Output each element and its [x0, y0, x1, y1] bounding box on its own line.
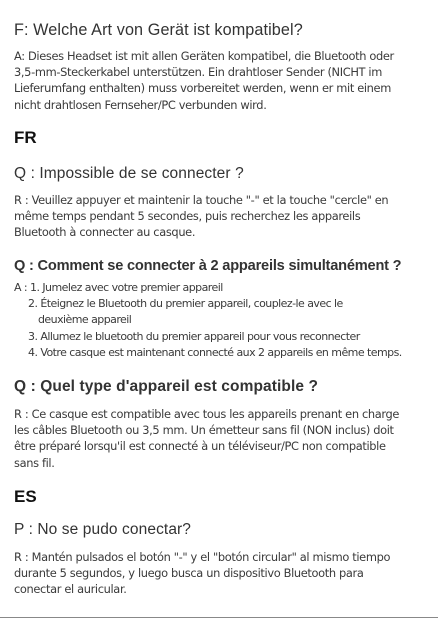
answer-line: Lieferumfang enthalten) muss vorbereitet werden, wenn er mit einem: [14, 81, 391, 96]
answer-line: 4. Votre casque est maintenant connecté aux 2 appareils en même temps.: [28, 345, 402, 359]
es-question-1: P : No se pudo conectar?: [14, 521, 192, 538]
fr-answer-1: [14, 192, 428, 241]
answer-line: 3. Allumez le bluetooth du premier appareil pour vous reconnecter: [28, 329, 360, 343]
de-question: F: Welche Art von Gerät ist kompatibel?: [14, 21, 303, 39]
answer-line: R : Veuillez appuyer et maintenir la touche "-" et la touche "cercle" en: [14, 193, 389, 207]
fr-answer-2: [14, 280, 428, 361]
answer-line: Bluetooth à connecter au casque.: [14, 225, 196, 240]
answer-line: R : Mantén pulsados el botón "-" y el "botón circular" al mismo tiempo: [14, 550, 391, 564]
answer-line: être préparé lorsqu'il est connecté à un téléviseur/PC non compatible: [14, 439, 386, 454]
es-answer-1: [14, 549, 428, 598]
answer-line: conectar el auricular.: [14, 582, 127, 597]
answer-line: les câbles Bluetooth ou 3,5 mm. Un émetteur sans fil (NON inclus) doit: [14, 423, 394, 438]
fr-question-3: Q : Quel type d'appareil est compatible ?: [14, 378, 319, 395]
fr-answer-3: [14, 406, 428, 471]
language-heading-fr: FR: [14, 128, 37, 147]
answer-line: 3,5-mm-Steckerkabel unterstützen. Ein drahtloser Sender (NICHT im: [14, 65, 382, 80]
answer-line: durante 5 segundos, y luego busca un dispositivo Bluetooth para: [14, 566, 364, 581]
de-answer: [14, 48, 428, 113]
answer-line: A: Dieses Headset ist mit allen Geräten kompatibel, die Bluetooth oder: [14, 49, 394, 63]
language-heading-es: ES: [14, 487, 37, 506]
fr-question-1: Q : Impossible de se connecter ?: [14, 165, 244, 182]
answer-line: A : 1. Jumelez avec votre premier appareil: [14, 281, 223, 294]
answer-line: deuxième appareil: [38, 313, 132, 327]
answer-line: même temps pendant 5 secondes, puis recherchez les appareils: [14, 209, 361, 224]
answer-line: R : Ce casque est compatible avec tous les appareils prenant en charge: [14, 407, 400, 421]
fr-question-2: Q : Comment se connecter à 2 appareils simultanément ?: [14, 258, 402, 274]
answer-line: sans fil.: [14, 455, 55, 470]
answer-line: 2. Éteignez le Bluetooth du premier appareil, couplez-le avec le: [28, 297, 343, 311]
answer-line: nicht drahtlosen Fernseher/PC verbunden wird.: [14, 97, 267, 112]
bottom-divider: [0, 617, 438, 618]
